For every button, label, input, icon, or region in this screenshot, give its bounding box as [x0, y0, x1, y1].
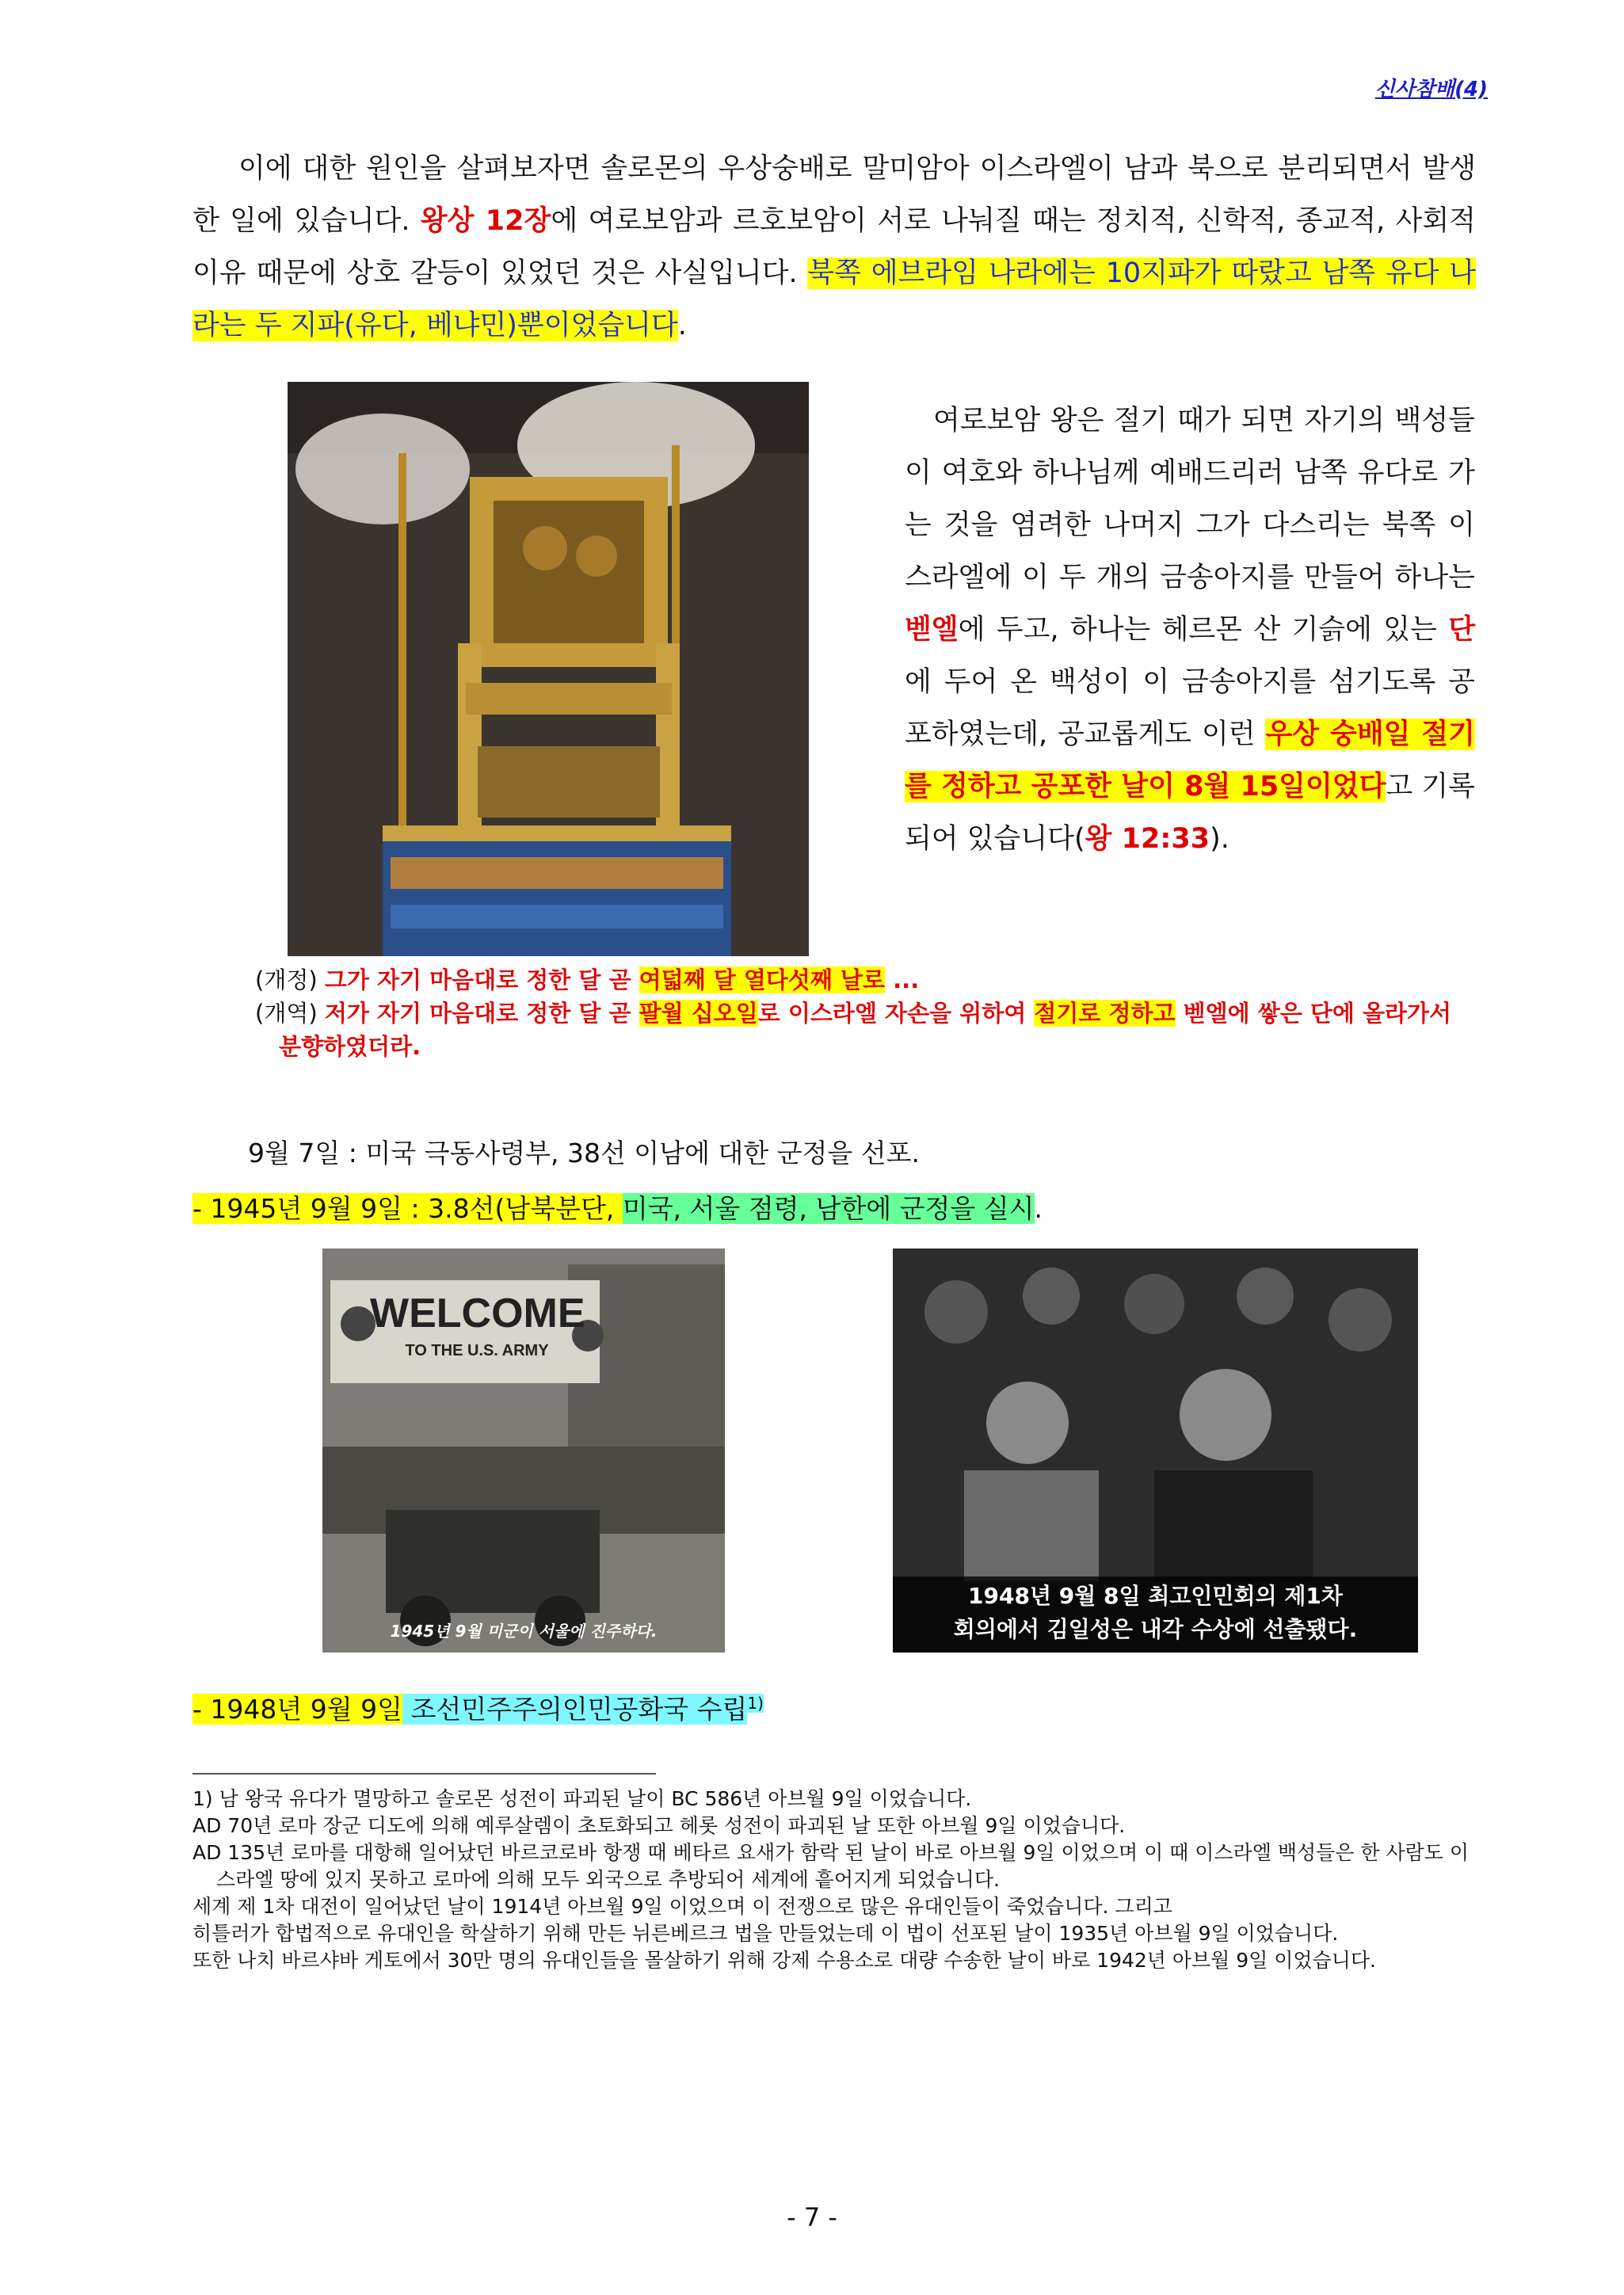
side-text-5: ).: [1210, 823, 1229, 855]
note-old-highlight-2: 절기로 정하고: [1034, 1000, 1176, 1027]
supreme-peoples-assembly-image: [893, 1249, 1418, 1653]
side-text-3: 에 두어 온 백성이 이 금송아지를 섬기도록 공포하였는데, 공교롭게도 이런: [905, 666, 1475, 750]
note-revised-highlight: 여덟째 달 열다섯째 날로: [639, 966, 886, 993]
note-revised-end: ...: [885, 966, 920, 993]
footnote-line: 세계 제 1차 대전이 일어났던 날이 1914년 아브월 9일 이었으며 이 전쟁으로 많은 유대인들이 죽었습니다. 그리고: [193, 1895, 1172, 1918]
side-text-2: 에 두고, 하나는 헤르몬 산 기슭에 있는: [958, 614, 1449, 646]
note-revised-label: (개정): [255, 966, 325, 993]
footnotes: [193, 1786, 1477, 1974]
side-text-1: 여로보암 왕은 절기 때가 되면 자기의 백성들이 여호와 하나님께 예배드리러 남쪽 유다로 가는 것을 염려한 나머지 그가 다스리는 북쪽 이스라엘에 이 두 개의 금송아지를 만들어 하나는: [905, 405, 1475, 593]
side-paragraph: [905, 395, 1475, 865]
note-revised-text: 그가 자기 마음대로 정한 달 곧: [324, 966, 639, 993]
meeting-caption-line-2: 회의에서 김일성은 내각 수상에 선출됐다.: [953, 1616, 1358, 1642]
side-place-dan: 단: [1448, 614, 1475, 646]
note-old: [255, 997, 1475, 1063]
note-old-text-2: 로 이스라엘 자손을 위하여: [757, 1000, 1035, 1027]
event-1945-green: 미국, 서울 점령, 남한에 군정을 실시: [622, 1193, 1035, 1224]
footnote-line: AD 135년 로마를 대항해 일어났던 바르코로바 항쟁 때 베타르 요새가 함락 된 날이 바로 아브월 9일 이었으며 이 때 이스라엘 백성들은 한 사람도 이스라엘 땅에 있지 못하고 로마에 의해 모두 외국으로 추방되어 세계에 흩어지게 되었습니다.: [193, 1841, 1470, 1891]
event-1945-0907: 9월 7일 : 미국 극동사령부, 38선 이남에 대한 군정을 선포.: [248, 1138, 921, 1168]
note-old-label: (개역): [255, 1000, 325, 1027]
meeting-caption-line-1: 1948년 9월 8일 최고인민회의 제1차: [968, 1583, 1343, 1609]
footnote-line: 1) 남 왕국 유다가 멸망하고 솔로몬 성전이 파괴된 날이 BC 586년 아브월 9일 이었습니다.: [193, 1787, 972, 1810]
note-old-text-1: 저가 자기 마음대로 정한 달 곧: [324, 1000, 639, 1027]
note-old-highlight-1: 팔월 십오일: [639, 1000, 758, 1027]
event-1948-footnote-ref: 1): [747, 1694, 764, 1713]
event-1945-end: .: [1034, 1193, 1043, 1224]
footnote-divider: [193, 1773, 656, 1775]
footnote-line: 히틀러가 합법적으로 유대인을 학살하기 위해 만든 뉘른베르크 법을 만들었는데 이 법이 선포된 날이 1935년 아브월 9일 이었습니다.: [193, 1922, 1339, 1945]
page-header-title: 신사참배(4): [1374, 78, 1488, 101]
event-1948-highlight: - 1948년 9월 9일: [193, 1694, 402, 1725]
intro-reference: 왕상 12장: [420, 205, 551, 237]
side-reference: 왕 12:33: [1085, 823, 1210, 855]
intro-text-2: 에 여로보암과 르호보암이 서로 나눠질 때는 정치적, 신학적, 종교적, 사회적 이유 때문에 상호 갈등이 있었던 것은 사실입니다.: [193, 205, 1476, 289]
welcome-banner-subtext: TO THE U.S. ARMY: [405, 1342, 549, 1359]
side-highlight: 우상 숭배일 절기를 정하고 공포한 날이 8월 15일이었다: [905, 719, 1475, 802]
footnote-line: 또한 나치 바르샤바 게토에서 30만 명의 유대인들을 몰살하기 위해 강제 수용소로 대량 수송한 날이 바로 1942년 아브월 9일 이었습니다.: [193, 1949, 1376, 1972]
side-text-4: 고 기록되어 있습니다(: [905, 771, 1475, 855]
side-place-bethel: 벧엘: [905, 614, 959, 646]
event-1945-0909: [193, 1188, 1043, 1226]
event-1945-highlight: - 1945년 9월 9일 : 3.8선(남북분단,: [193, 1193, 623, 1224]
throne-illustration: [288, 382, 809, 956]
meeting-caption: [893, 1576, 1418, 1653]
intro-text-1: 이에 대한 원인을 살펴보자면 솔로몬의 우상숭배로 말미암아 이스라엘이 남과 북으로 분리되면서 발생한 일에 있습니다.: [193, 153, 1476, 237]
intro-paragraph: [193, 143, 1476, 352]
intro-highlight: 북쪽 에브라임 나라에는 10지파가 따랐고 남쪽 유다 나라는 두 지파(유다, 베냐민)뿐이었습니다: [193, 257, 1476, 341]
intro-end: .: [677, 310, 687, 341]
footnote-line: AD 70년 로마 장군 디도에 의해 예루살렘이 초토화되고 헤롯 성전이 파괴된 날 또한 아브월 9일 이었습니다.: [193, 1814, 1126, 1837]
welcome-caption: 1945년 9월 미군이 서울에 진주하다.: [390, 1622, 658, 1641]
welcome-us-army-image: [322, 1249, 725, 1653]
golden-throne-image: [288, 382, 809, 956]
event-1948-dprk: 조선민주주의인민공화국 수립: [402, 1694, 748, 1725]
note-old-text-3: 벧엘에 쌓은 단에 올라가서 분향하였더라.: [279, 1000, 1452, 1060]
welcome-banner-text: WELCOME: [370, 1290, 585, 1336]
event-1948-0909: [193, 1689, 764, 1726]
page-number: - 7 -: [787, 2202, 837, 2232]
note-revised: [255, 963, 1475, 997]
